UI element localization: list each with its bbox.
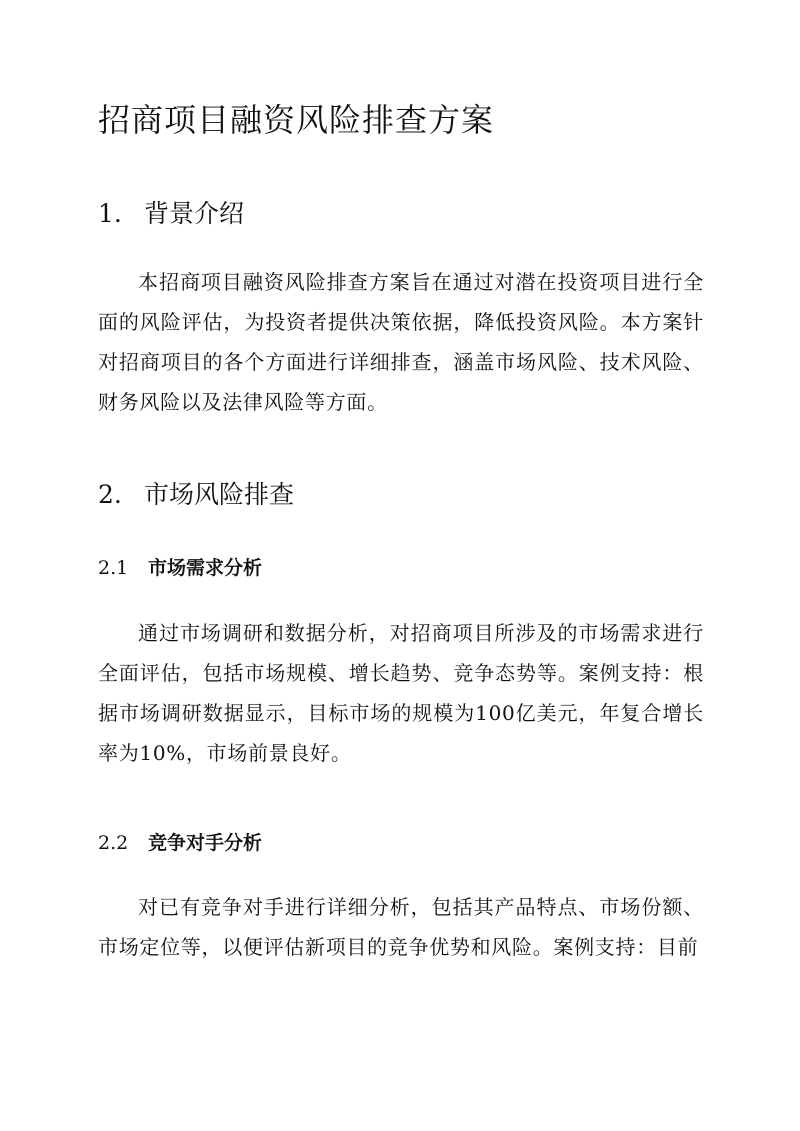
market-demand-paragraph: 通过市场调研和数据分析，对招商项目所涉及的市场需求进行全面评估，包括市场规模、增长趋势、竞争态势等。案例支持：根据市场调研数据显示，目标市场的规模为100亿美元，年复合增长率为10%，市场前景良好。 (98, 621, 704, 765)
section-number: 2. (98, 480, 122, 509)
section-heading-market-risk (98, 477, 294, 513)
subsection-title: 市场需求分析 (148, 557, 263, 579)
competitor-paragraph: 对已有竞争对手进行详细分析，包括其产品特点、市场份额、市场定位等，以便评估新项目的竞争优势和风险。案例支持：目前 (98, 895, 704, 959)
subsection-heading-competitor (98, 829, 262, 857)
subsection-heading-market-demand (98, 554, 262, 582)
section-heading-background (98, 196, 244, 232)
document-title: 招商项目融资风险排查方案 (98, 101, 495, 139)
subsection-title: 竞争对手分析 (148, 832, 263, 854)
background-paragraph: 本招商项目融资风险排查方案旨在通过对潜在投资项目进行全面的风险评估，为投资者提供决策依据，降低投资风险。本方案针对招商项目的各个方面进行详细排查，涵盖市场风险、技术风险、财务风险以及法律风险等方面。 (98, 270, 704, 414)
section-title: 市场风险排查 (144, 480, 295, 509)
subsection-number: 2.2 (98, 832, 129, 854)
section-title: 背景介绍 (144, 199, 245, 228)
section-number: 1. (98, 199, 122, 228)
subsection-number: 2.1 (98, 557, 129, 579)
